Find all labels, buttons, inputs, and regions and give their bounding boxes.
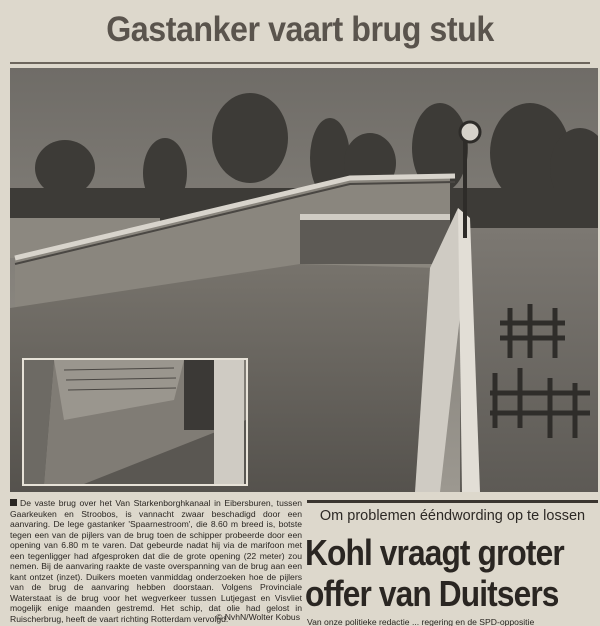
caption-text: De vaste brug over het Van Starkenborghkanaal in Eibersburen, tussen Gaarkeuken en Stroobos, is vannacht zwaar beschadigd door een aanvaring. De lege gastanker 'Spaarnestroom', die 8.60 m breed is, botste tegen een van de pijlers van de brug toen de schipper probeerde door een opening van 6.80 m te varen. Dat gebeurde nadat hij via de marifoon met een tegenligger had afgesproken dat die de grote opening (22 meter) zou nemen. Bij de aanvaring raakte de vaste overspanning van de brug aan een kant ontzet (inzet). Duikers moeten vanmiddag onderzoeken hoe de pijlers van de brug de aanvaring hebben doorstaan. Volgens Provinciale Waterstaat is de brug voor het wegverkeer tussen Lutjegast en Visvliet mogelijk enige maanden gestremd. Het schip, dat olie had gelost in Ruischerbrug, heeft de vaart richting Rotterdam vervolgd. [10,498,302,624]
inset-photo-image [24,360,246,484]
headline-rule [10,62,590,64]
article-top-rule [307,500,598,503]
article-headline [305,532,563,614]
bridge-photo [10,68,598,492]
photo-credit: © NvhN/Wolter Kobus [215,612,300,622]
headline: Gastanker vaart brug stuk [106,10,494,49]
article-headline-line2: offer van Duitsers [305,573,559,614]
inset-photo [22,358,248,486]
article-body-start: Van onze politieke redactie ... regering en de SPD-oppositie [307,617,535,626]
article-headline-line1: Kohl vraagt groter [305,532,564,573]
caption-bullet [10,499,17,506]
article-kicker: Om problemen ééndwording op te lossen [319,508,586,524]
photo-caption [10,498,302,624]
